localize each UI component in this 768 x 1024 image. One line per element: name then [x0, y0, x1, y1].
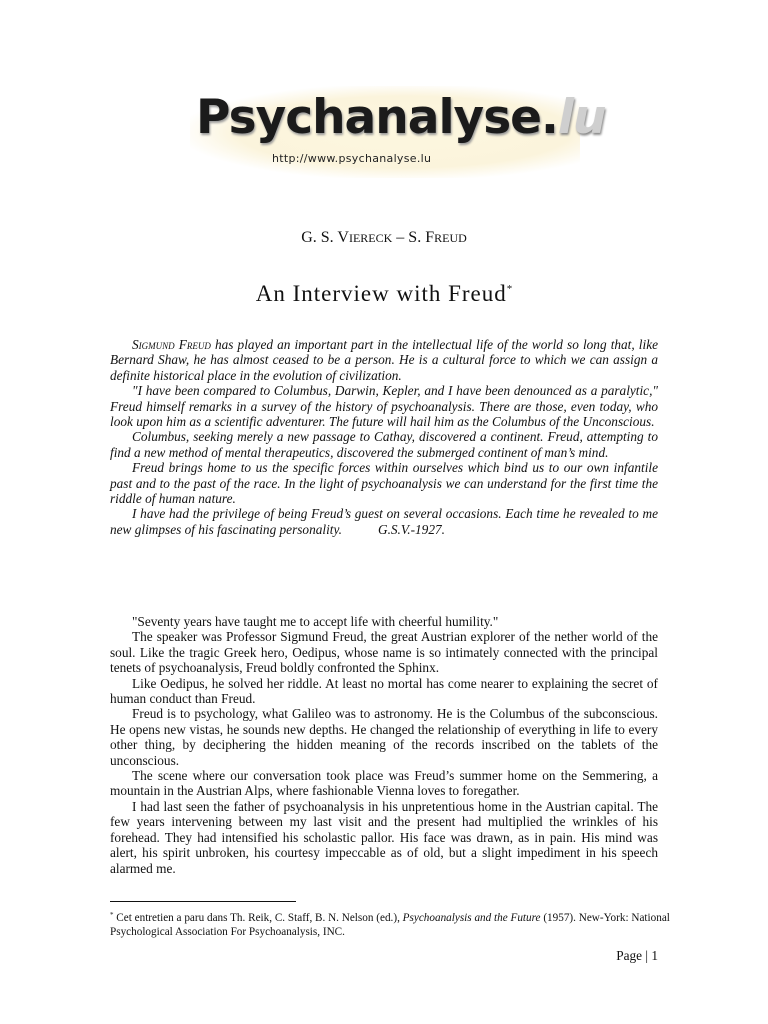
body-paragraph: The speaker was Professor Sigmund Freud, the great Austrian explorer of the nether world of the soul. Like the tragic Greek hero, Oedipus, whose name is so intimately connected with the principal tenets of psychoanalysis, Freud boldly confronted the Sphinx. [110, 629, 658, 676]
body-paragraph: "Seventy years have taught me to accept life with cheerful humility." [132, 614, 499, 629]
logo-url: http://www.psychanalyse.lu [272, 152, 432, 165]
intro-text: I have had the privilege of being Freud’s guest on several occasions. Each time he revealed to me new glimpses of his fascinating personality. [110, 506, 658, 537]
author1-cap: V [337, 229, 349, 246]
site-logo [190, 86, 606, 178]
footnote-text: (1957). New-York: National Psychological Association For Psychoanalysis, INC. [110, 912, 670, 938]
author-separator: – S. [392, 229, 426, 246]
title-footnote-mark[interactable]: * [506, 283, 513, 295]
intro-signature: G.S.V.-1927. [377, 521, 445, 537]
authors-line [0, 229, 768, 247]
body-paragraph: I had last seen the father of psychoanalysis in his unpretentious home in the Austrian capital. The few years intervening between my last visit and the present had multiplied the wrinkles of his forehead. They had intensified his scholastic pallor. His face was drawn, as in pain. His mind was alert, his spirit unbroken, his courtesy impeccable as of old, but a slight impediment in his speech alarmed me. [110, 798, 658, 876]
body-section [110, 614, 658, 876]
intro-paragraph-5 [110, 506, 658, 537]
author2-cap: F [425, 229, 435, 246]
intro-paragraph-2: "I have been compared to Columbus, Darwin, Kepler, and I have been denounced as a paralytic," Freud himself remarks in a survey of the history of psychoanalysis. There are those, even today, who look upon him as a scientific adventurer. The future will hail him as the Columbus of the Unconscious. [110, 383, 658, 430]
footnote-divider [110, 901, 296, 902]
intro-paragraph-3: Columbus, seeking merely a new passage to Cathay, discovered a continent. Freud, attempting to find a new method of mental therapeutics, discovered the submerged continent of man’s mind. [110, 429, 658, 460]
author2-rest: REUD [434, 231, 467, 245]
footnote [110, 908, 670, 939]
intro-paragraph-1 [110, 337, 658, 383]
intro-text: has played an important part in the intellectual life of the world so long that, like Bernard Shaw, he has almost ceased to be a person. He is a cultural force to which we can assign a definite historical place in the evolution of civilization. [110, 337, 658, 383]
logo-tld: lu [557, 90, 606, 145]
author1-rest: IERECK [348, 231, 393, 245]
intro-name: Sigmund Freud [132, 337, 211, 352]
footnote-text: Cet entretien a paru dans Th. Reik, C. Staff, B. N. Nelson (ed.), [113, 912, 403, 924]
document-title [0, 281, 768, 307]
title-text: An Interview with Freud [255, 281, 507, 306]
body-paragraph: Freud is to psychology, what Galileo was to astronomy. He is the Columbus of the subconscious. He opens new vistas, he sounds new depths. He changed the relationship of everything in life to every other thing, by deciphering the hidden meaning of the records inscribed on the tablets of the unconscious. [110, 706, 658, 768]
logo-brand: Psychanalyse. [196, 90, 558, 145]
intro-paragraph-4: Freud brings home to us the specific forces within ourselves which bind us to our own infantile past and to the past of the race. In the light of psychoanalysis we can understand for the first time the riddle of human nature. [110, 460, 658, 507]
logo-wordmark [196, 90, 605, 145]
body-paragraph: The scene where our conversation took place was Freud’s summer home on the Semmering, a mountain in the Austrian Alps, where fashionable Vienna loves to foregather. [110, 768, 658, 799]
footnote-title: Psychoanalysis and the Future [402, 912, 541, 924]
intro-section [110, 337, 658, 537]
page-number: Page | 1 [616, 948, 658, 963]
author-initials: G. S. [301, 229, 338, 246]
body-paragraph: Like Oedipus, he solved her riddle. At least no mortal has come nearer to explaining the secret of human conduct than Freud. [110, 675, 658, 707]
footnote-mark: * [110, 911, 114, 919]
